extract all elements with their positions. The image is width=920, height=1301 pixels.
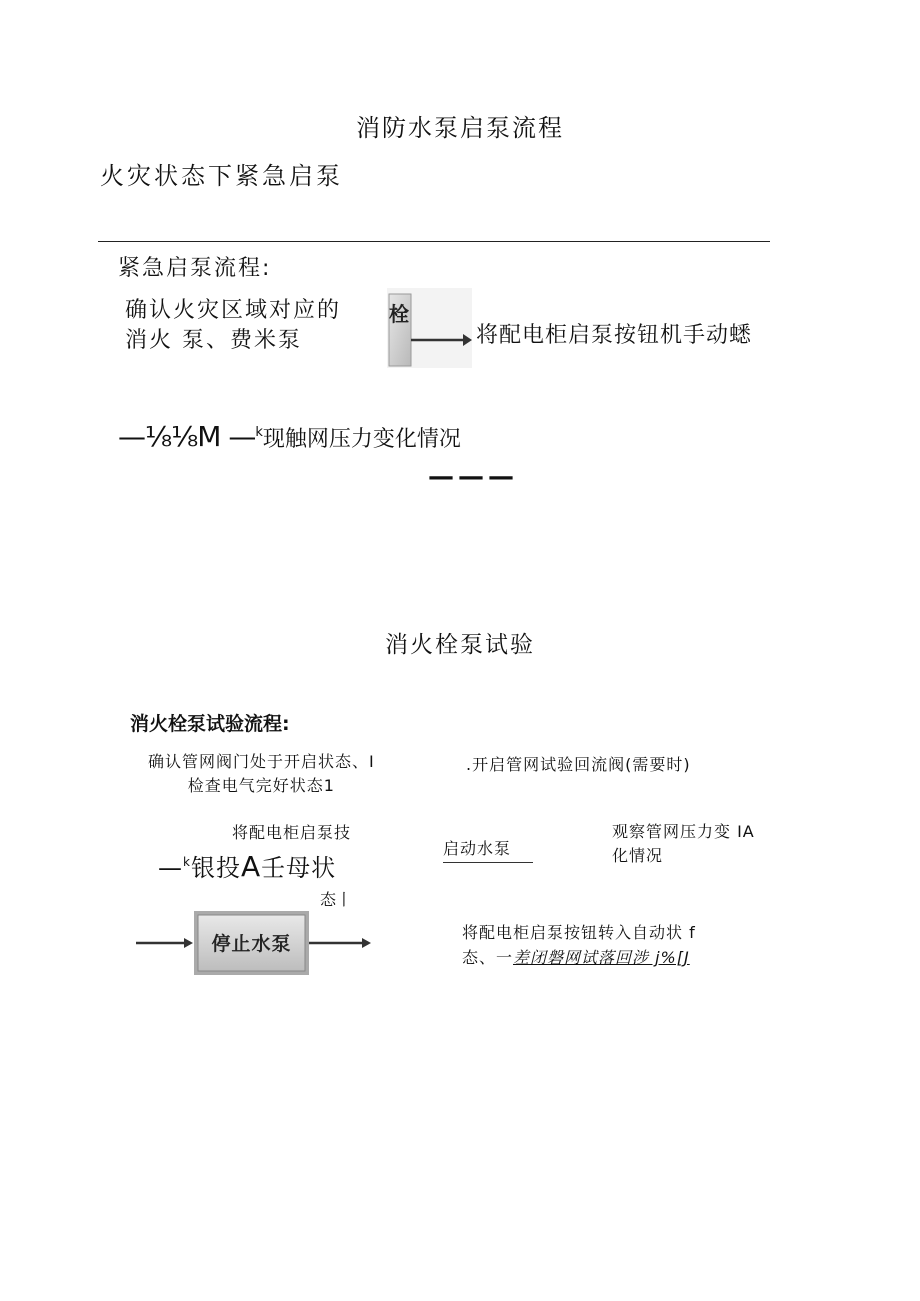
horizontal-divider [98,241,770,242]
test-step-set-manual-line2 [158,848,336,883]
test-step-set-manual-line3: 态丨 [320,890,353,909]
flow-step-manual-switch: 将配电柜启泵按钮机手动蟋 [476,323,753,348]
dash-prefix: — [158,854,183,882]
flow-step-confirm-line2: 消火 泵、费米泵 [125,328,302,353]
observe-line2: 化情况 [612,846,664,865]
section-subtitle: 火灾状态下紧急启泵 [100,162,343,190]
set-manual-letter-a: A [240,850,262,883]
out-arrow-head-icon [362,938,371,948]
hydrant-box-arrow-graphic [387,288,472,368]
dash-marks: ——— [428,462,518,492]
test-step-check-valves [148,750,375,798]
set-manual-text-a: 银投 [190,854,241,882]
test-step-open-return-valve: .开启管网试验回流阀(需要时) [466,755,691,774]
stop-pump-label: 停止水泵 [211,933,292,955]
box-label: 栓 [389,302,409,326]
page-title: 消防水泵启泵流程 [356,114,564,142]
section2-title: 消火栓泵试验 [385,632,535,658]
check-valves-line2: 检查电气完好状态1 [187,776,335,795]
in-arrow-head-icon [184,938,193,948]
test-step-restore-auto [462,920,696,970]
emergency-flow-heading: 紧急启泵流程: [118,256,272,281]
check-valves-line1: 确认管网阀门处于开启状态、I [148,752,375,771]
flow-step-confirm-area [125,296,341,356]
test-step-set-manual-line1: 将配电柜启泵技 [232,823,352,842]
set-manual-text-c: 壬母状 [261,854,337,882]
superscript-k: k [183,855,191,869]
observe-pressure-text: 现触网压力变化情况 [262,427,461,452]
test-step-start-pump: 启动水泵 [443,836,533,863]
restore-line2-b: 差闭磐网试落回涉 j%[J [513,948,690,967]
observe-line1: 观察管网压力变 IA [612,822,755,841]
stop-pump-graphic [134,905,374,980]
restore-line1: 将配电柜启泵按钮转入自动状 f [462,923,696,942]
test-step-observe-pressure [612,820,755,868]
restore-line2 [462,945,696,970]
flow-step-observe-pressure [118,420,461,453]
flow-step-confirm-line1: 确认火灾区域对应的 [125,298,342,323]
hydrant-test-heading: 消火栓泵试验流程: [130,713,290,735]
garbled-symbols: —⅛⅛M — [118,420,256,453]
superscript-k: k [255,425,263,440]
restore-line2-a: 态、一 [462,948,514,967]
